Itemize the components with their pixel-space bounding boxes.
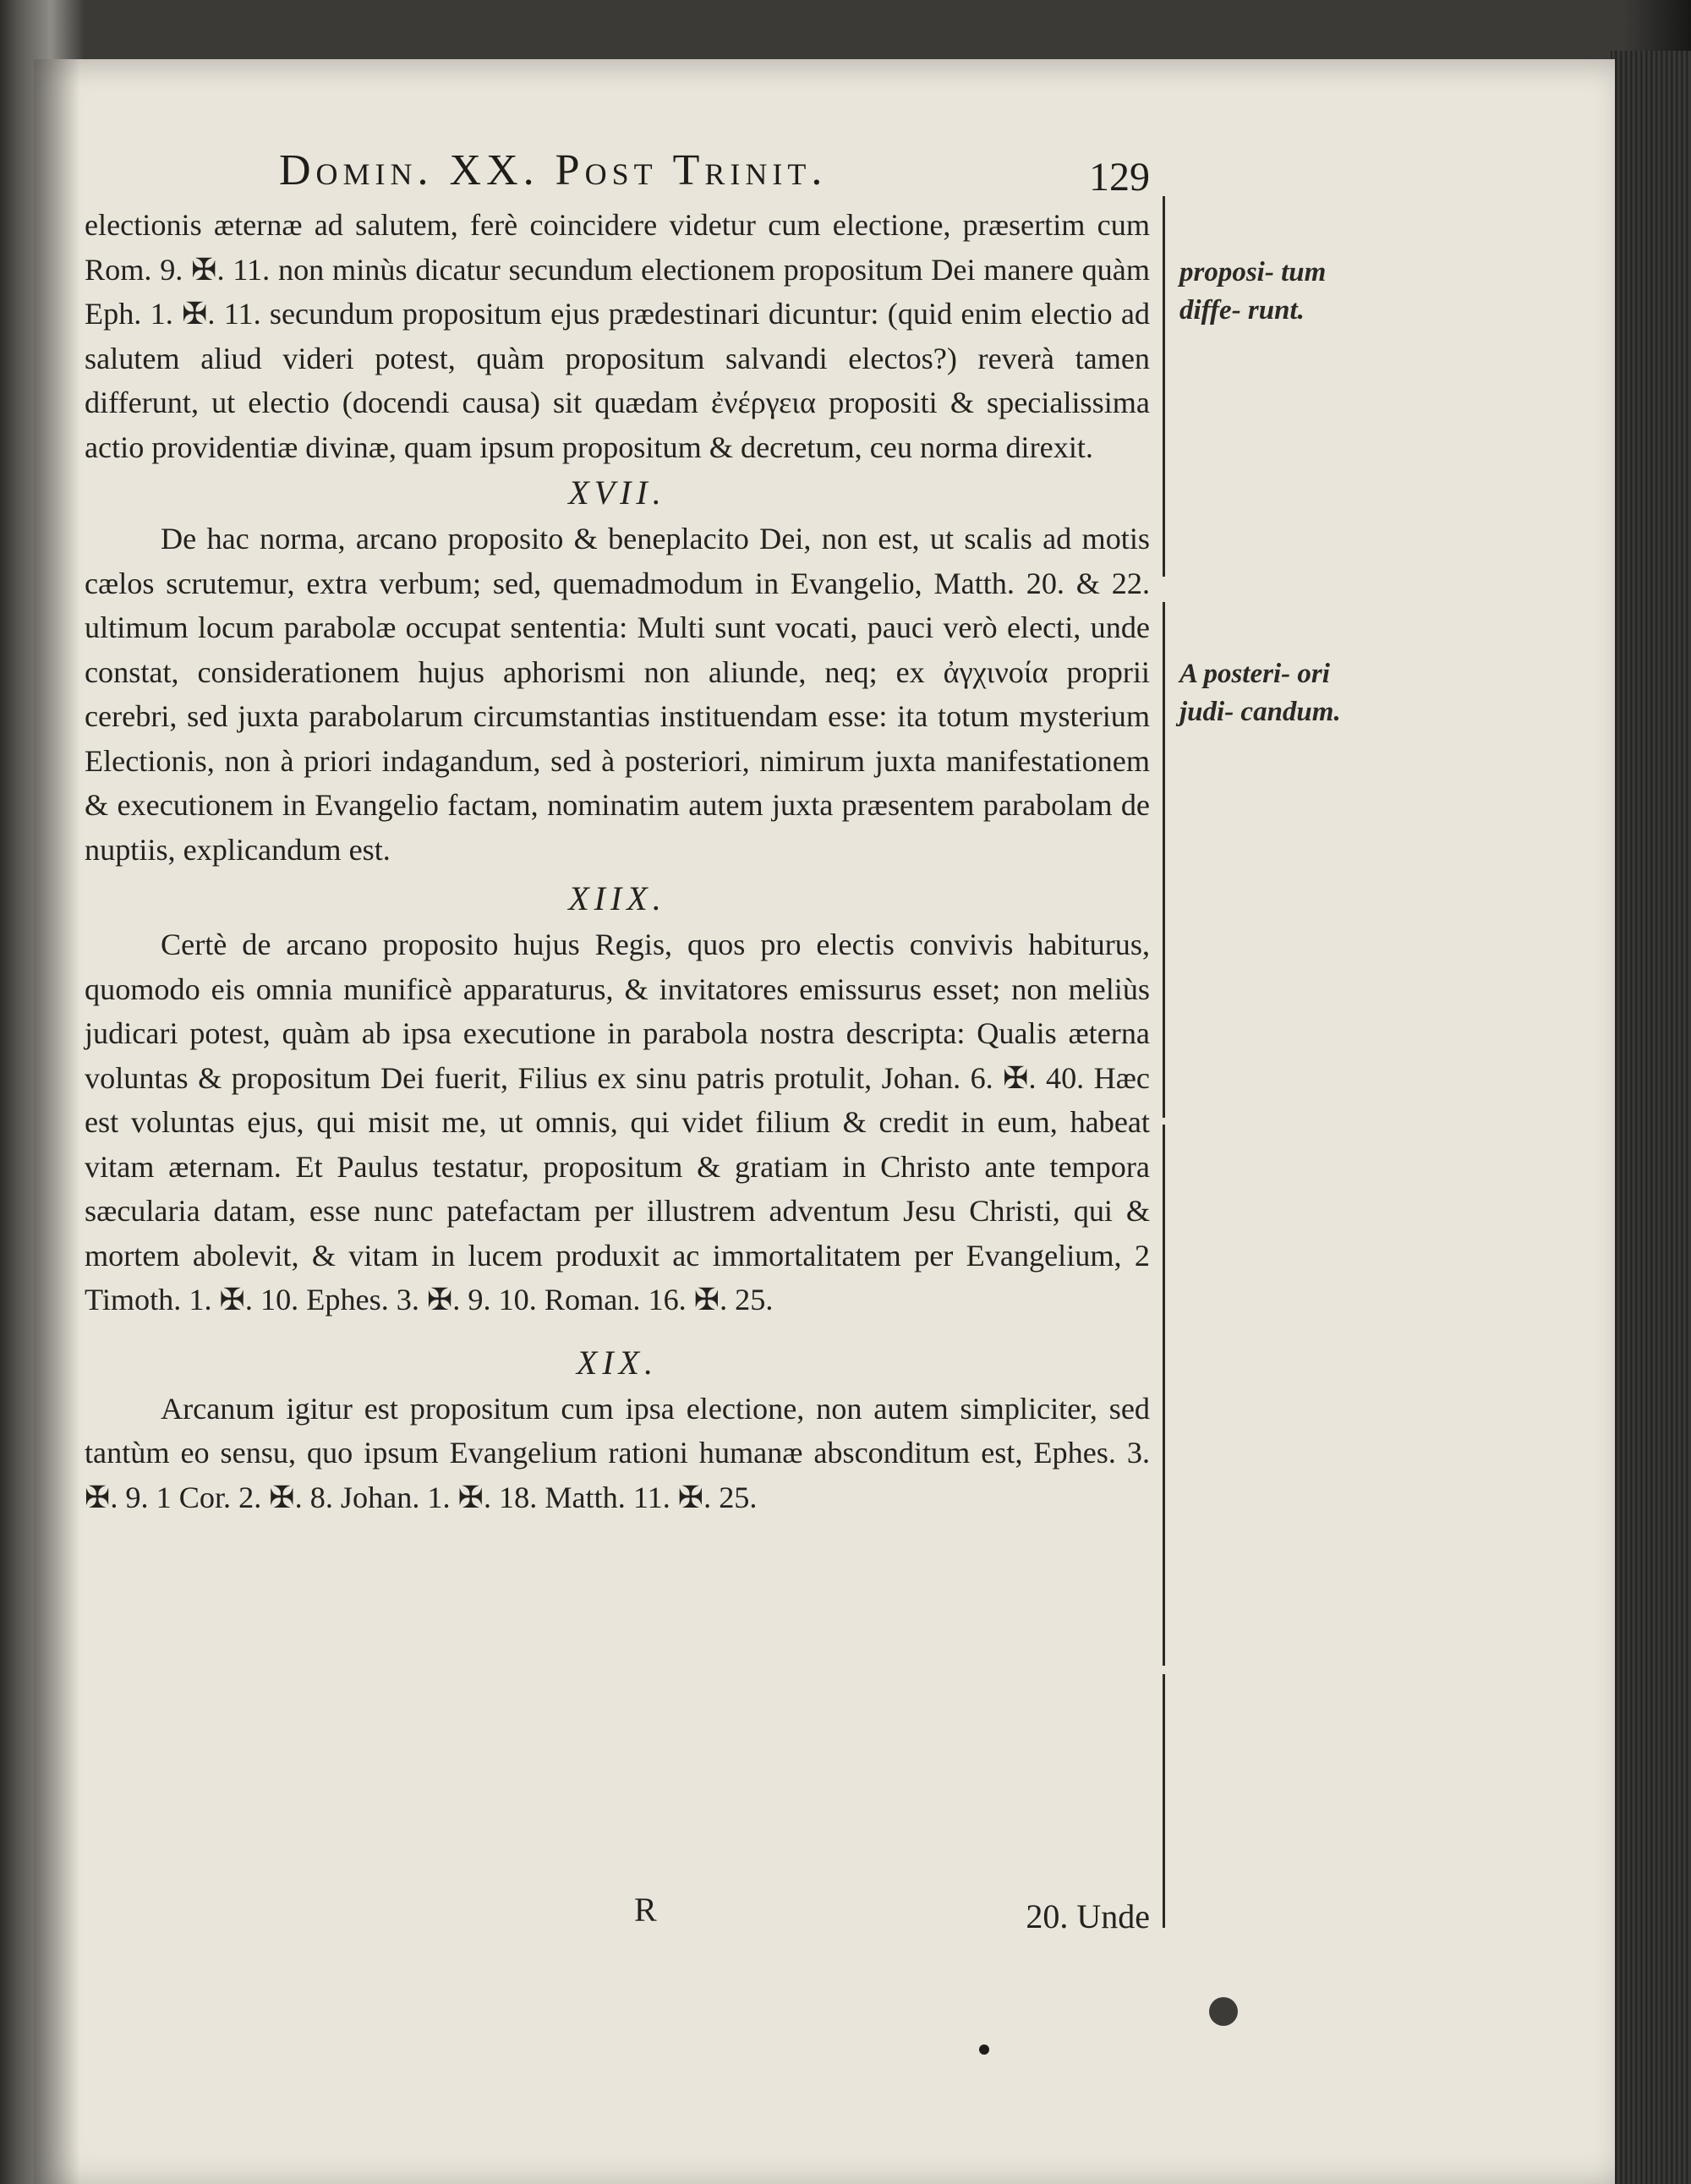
running-head: Domin. XX. Post Trinit. (279, 146, 828, 194)
paragraph-18: Certè de arcano proposito hujus Regis, quos pro electis convivis habiturus, quomodo eis omnia munificè apparaturus, & invitatores emissurus esset; non meliùs judicari potest, quàm ab ipsa executione in parabola nostra descripta: Qualis æterna voluntas & propositum Dei fuerit, Filius ex sinu patris protulit, Johan. 6. ✠. 40. Hæc est voluntas ejus, qui misit me, ut omnis, qui videt filium & credit in eum, habeat vitam æternam. Et Paulus testatur, propositum & gratiam in Christo ante tempora sæcularia datam, esse nunc patefactam per illustrem adventum Jesu Christi, qui & mortem abolevit, & vitam in lucem produxit ac immortalitatem per Evangelium, 2 Timoth. 1. ✠. 10. Ephes. 3. ✠. 9. 10. Roman. 16. ✠. 25. (85, 928, 1150, 1316)
book-fore-edge (1611, 51, 1691, 2184)
page-gutter-shadow (34, 59, 80, 2184)
page-number: 129 (1089, 155, 1150, 200)
page-header (279, 145, 1150, 205)
margin-rule (1163, 196, 1165, 577)
section-number-17: XVII. (568, 473, 666, 512)
section-number-19: XIX. (576, 1343, 659, 1382)
margin-note-a-posteriori: A posteri- ori judi- candum. (1179, 659, 1341, 727)
catchword: 20. Unde (1026, 1897, 1150, 1935)
section-number-18: XIIX. (568, 879, 666, 917)
ink-dot (979, 2044, 989, 2055)
signature-mark: R (634, 1891, 657, 1929)
page-footer (85, 1890, 1150, 1940)
margin-rule (1163, 602, 1165, 1118)
paragraph-17: De hac norma, arcano proposito & beneplacito Dei, non est, ut scalis ad motis cælos scrutemur, extra verbum; sed, quemadmodum in Evangelio, Matth. 20. & 22. ultimum locum parabolæ occupat sententia: Multi sunt vocati, pauci verò electi, unde constat, considerationem hujus aphorismi non aliunde, neq; ex ἀγχινοία proprii cerebri, sed juxta parabolarum circumstantias instituendam esse: ita totum mysterium Electionis, non à priori indagandum, sed à posteriori, nimirum juxta manifestationem & executionem in Evangelio factam, nominatim autem juxta præsentem parabolam de nuptiis, explicandum est. (85, 522, 1150, 867)
ink-blot (1209, 1997, 1238, 2026)
main-text-column (85, 203, 1150, 1519)
paragraph-intro: electionis æternæ ad salutem, ferè coincidere videtur cum electione, præsertim cum Rom. 9. ✠. 11. non minùs dicatur secundum electionem propositum Dei manere quàm Eph. 1. ✠. 11. secundum propositum ejus prædestinari dicuntur: (quid enim electio ad salutem aliud videri potest, quàm propositum salvandi electos?) reverà tamen differunt, ut electio (docendi causa) sit quædam ἐνέργεια propositi & specialissima actio providentiæ divinæ, quam ipsum propositum & decretum, ceu norma direxit. (85, 208, 1150, 464)
margin-note-propositum: proposi- tum diffe- runt. (1179, 257, 1327, 326)
margin-rule (1163, 1674, 1165, 1928)
paragraph-19: Arcanum igitur est propositum cum ipsa electione, non autem simpliciter, sed tantùm eo sensu, quo ipsum Evangelium rationi humanæ absconditum est, Ephes. 3. ✠. 9. 1 Cor. 2. ✠. 8. Johan. 1. ✠. 18. Matth. 11. ✠. 25. (85, 1391, 1150, 1514)
margin-rule (1163, 1125, 1165, 1666)
